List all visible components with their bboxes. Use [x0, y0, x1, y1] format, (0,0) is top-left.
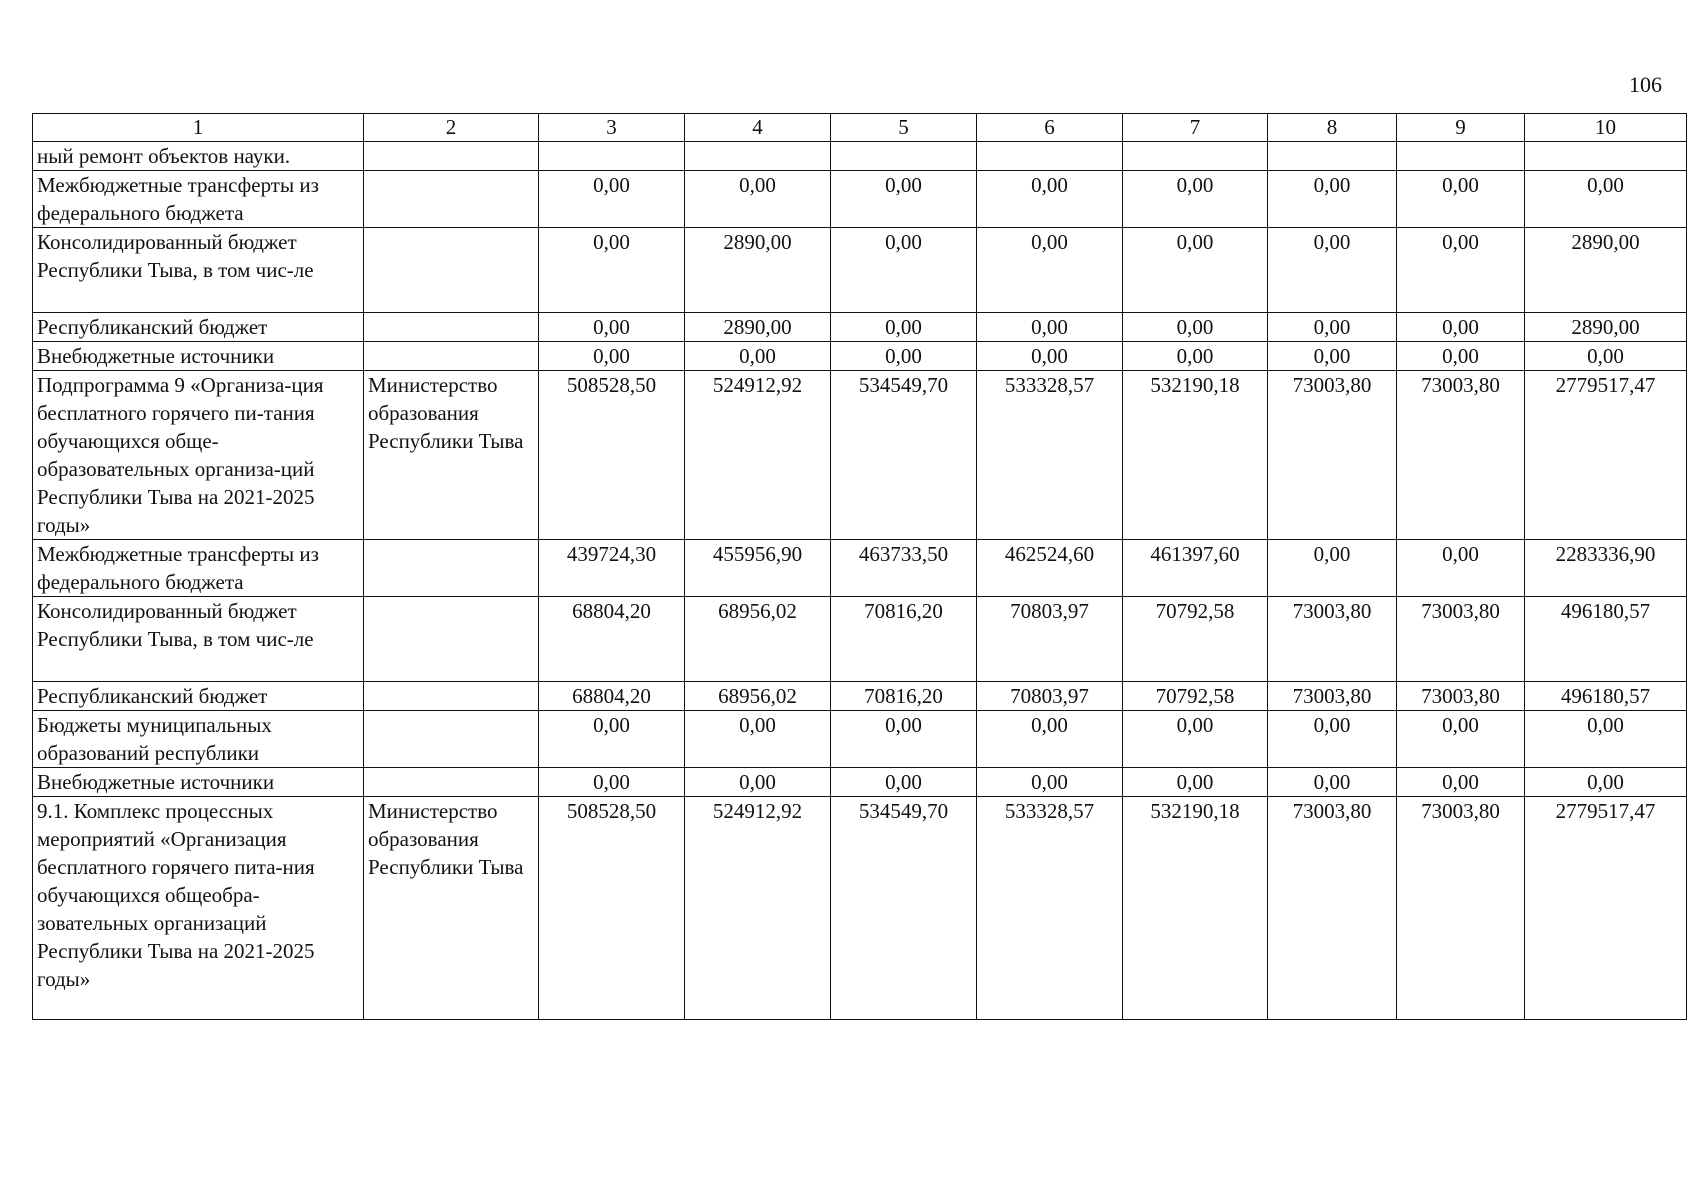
value-cell [831, 142, 977, 171]
value-cell: 462524,60 [977, 540, 1123, 597]
value-cell: 0,00 [539, 228, 685, 313]
table-row [33, 597, 1687, 682]
row-name-cell: Бюджеты муниципальных образований республики [33, 711, 364, 768]
row-name-cell: Консолидированный бюджет Республики Тыва, в том чис-ле [33, 228, 364, 313]
value-cell: 2283336,90 [1525, 540, 1687, 597]
value-cell: 533328,57 [977, 371, 1123, 540]
table-row [33, 371, 1687, 540]
value-cell: 2890,00 [685, 313, 831, 342]
value-cell: 0,00 [539, 768, 685, 797]
executor-cell [364, 142, 539, 171]
value-cell: 0,00 [685, 171, 831, 228]
value-cell: 0,00 [1123, 228, 1268, 313]
executor-cell [364, 228, 539, 313]
value-cell: 533328,57 [977, 797, 1123, 1020]
value-cell: 0,00 [977, 342, 1123, 371]
value-cell: 0,00 [1123, 711, 1268, 768]
column-header: 8 [1268, 114, 1397, 142]
header-row [33, 114, 1687, 142]
value-cell: 524912,92 [685, 371, 831, 540]
value-cell: 0,00 [1397, 768, 1525, 797]
row-name-cell: Межбюджетные трансферты из федерального бюджета [33, 540, 364, 597]
value-cell: 0,00 [1123, 171, 1268, 228]
column-header: 6 [977, 114, 1123, 142]
executor-cell [364, 768, 539, 797]
row-name-cell: Внебюджетные источники [33, 342, 364, 371]
value-cell: 0,00 [1397, 711, 1525, 768]
value-cell: 73003,80 [1268, 682, 1397, 711]
value-cell: 0,00 [1397, 171, 1525, 228]
value-cell: 0,00 [1397, 342, 1525, 371]
budget-table [32, 113, 1687, 1020]
value-cell: 0,00 [1268, 540, 1397, 597]
value-cell: 70803,97 [977, 597, 1123, 682]
column-header: 1 [33, 114, 364, 142]
row-name-cell: Республиканский бюджет [33, 313, 364, 342]
value-cell: 70792,58 [1123, 682, 1268, 711]
value-cell [685, 142, 831, 171]
value-cell: 0,00 [1397, 540, 1525, 597]
value-cell: 0,00 [831, 313, 977, 342]
row-name-cell: 9.1. Комплекс процессных мероприятий «Организация бесплатного горячего пита-ния обучающихся общеобра-зовательных организаций Республики Тыва на 2021-2025 годы» [33, 797, 364, 1020]
column-header: 7 [1123, 114, 1268, 142]
row-name-cell: Республиканский бюджет [33, 682, 364, 711]
value-cell: 73003,80 [1397, 797, 1525, 1020]
value-cell: 0,00 [977, 171, 1123, 228]
value-cell: 0,00 [1268, 171, 1397, 228]
value-cell: 0,00 [977, 768, 1123, 797]
value-cell: 0,00 [539, 342, 685, 371]
value-cell: 0,00 [1268, 228, 1397, 313]
value-cell: 2890,00 [685, 228, 831, 313]
executor-cell [364, 597, 539, 682]
table-row [33, 171, 1687, 228]
executor-cell [364, 682, 539, 711]
row-name-cell: ный ремонт объектов науки. [33, 142, 364, 171]
value-cell: 439724,30 [539, 540, 685, 597]
row-name-cell: Внебюджетные источники [33, 768, 364, 797]
value-cell: 524912,92 [685, 797, 831, 1020]
value-cell [977, 142, 1123, 171]
value-cell: 70792,58 [1123, 597, 1268, 682]
value-cell: 70803,97 [977, 682, 1123, 711]
table-row [33, 797, 1687, 1020]
executor-cell: Министерство образования Республики Тыва [364, 797, 539, 1020]
table-row [33, 313, 1687, 342]
value-cell: 496180,57 [1525, 597, 1687, 682]
value-cell: 0,00 [1123, 313, 1268, 342]
executor-cell [364, 171, 539, 228]
value-cell: 0,00 [977, 711, 1123, 768]
value-cell: 463733,50 [831, 540, 977, 597]
table-row [33, 342, 1687, 371]
column-header: 2 [364, 114, 539, 142]
value-cell [1525, 142, 1687, 171]
value-cell: 0,00 [1525, 171, 1687, 228]
value-cell: 0,00 [1525, 768, 1687, 797]
value-cell [539, 142, 685, 171]
column-header: 3 [539, 114, 685, 142]
table-row [33, 711, 1687, 768]
value-cell: 455956,90 [685, 540, 831, 597]
value-cell: 0,00 [831, 768, 977, 797]
value-cell: 70816,20 [831, 682, 977, 711]
table-row [33, 142, 1687, 171]
value-cell: 0,00 [831, 342, 977, 371]
value-cell: 73003,80 [1397, 682, 1525, 711]
table-row [33, 540, 1687, 597]
value-cell: 68804,20 [539, 597, 685, 682]
value-cell: 508528,50 [539, 797, 685, 1020]
row-name-cell: Межбюджетные трансферты из федерального бюджета [33, 171, 364, 228]
value-cell: 0,00 [831, 711, 977, 768]
value-cell: 73003,80 [1268, 797, 1397, 1020]
value-cell: 2779517,47 [1525, 797, 1687, 1020]
column-header: 4 [685, 114, 831, 142]
executor-cell: Министерство образования Республики Тыва [364, 371, 539, 540]
value-cell [1268, 142, 1397, 171]
value-cell: 2890,00 [1525, 228, 1687, 313]
row-name-cell: Подпрограмма 9 «Организа-ция бесплатного горячего пи-тания обучающихся обще-образовательных организа-ций Республики Тыва на 2021-2025 годы» [33, 371, 364, 540]
value-cell: 508528,50 [539, 371, 685, 540]
value-cell: 0,00 [1268, 313, 1397, 342]
value-cell: 0,00 [1123, 768, 1268, 797]
table-row [33, 768, 1687, 797]
value-cell: 0,00 [1268, 342, 1397, 371]
value-cell: 0,00 [685, 711, 831, 768]
value-cell: 73003,80 [1268, 597, 1397, 682]
value-cell: 0,00 [831, 228, 977, 313]
value-cell: 2890,00 [1525, 313, 1687, 342]
executor-cell [364, 313, 539, 342]
value-cell: 0,00 [685, 768, 831, 797]
value-cell [1397, 142, 1525, 171]
value-cell: 70816,20 [831, 597, 977, 682]
value-cell: 0,00 [1525, 342, 1687, 371]
value-cell: 68956,02 [685, 597, 831, 682]
value-cell: 0,00 [1268, 768, 1397, 797]
value-cell: 0,00 [1525, 711, 1687, 768]
value-cell: 0,00 [831, 171, 977, 228]
value-cell: 532190,18 [1123, 371, 1268, 540]
column-header: 9 [1397, 114, 1525, 142]
value-cell [1123, 142, 1268, 171]
value-cell: 532190,18 [1123, 797, 1268, 1020]
value-cell: 0,00 [1123, 342, 1268, 371]
value-cell: 68804,20 [539, 682, 685, 711]
value-cell: 0,00 [539, 313, 685, 342]
table-row [33, 228, 1687, 313]
value-cell: 68956,02 [685, 682, 831, 711]
executor-cell [364, 342, 539, 371]
value-cell: 496180,57 [1525, 682, 1687, 711]
value-cell: 73003,80 [1397, 371, 1525, 540]
value-cell: 0,00 [685, 342, 831, 371]
value-cell: 73003,80 [1397, 597, 1525, 682]
value-cell: 534549,70 [831, 797, 977, 1020]
value-cell: 0,00 [1268, 711, 1397, 768]
executor-cell [364, 540, 539, 597]
value-cell: 0,00 [977, 228, 1123, 313]
value-cell: 0,00 [1397, 313, 1525, 342]
column-header: 5 [831, 114, 977, 142]
value-cell: 0,00 [539, 171, 685, 228]
page-number: 106 [1629, 72, 1662, 97]
value-cell: 2779517,47 [1525, 371, 1687, 540]
table-row [33, 682, 1687, 711]
executor-cell [364, 711, 539, 768]
value-cell: 0,00 [977, 313, 1123, 342]
row-name-cell: Консолидированный бюджет Республики Тыва, в том чис-ле [33, 597, 364, 682]
value-cell: 534549,70 [831, 371, 977, 540]
value-cell: 0,00 [1397, 228, 1525, 313]
value-cell: 461397,60 [1123, 540, 1268, 597]
value-cell: 73003,80 [1268, 371, 1397, 540]
column-header: 10 [1525, 114, 1687, 142]
value-cell: 0,00 [539, 711, 685, 768]
